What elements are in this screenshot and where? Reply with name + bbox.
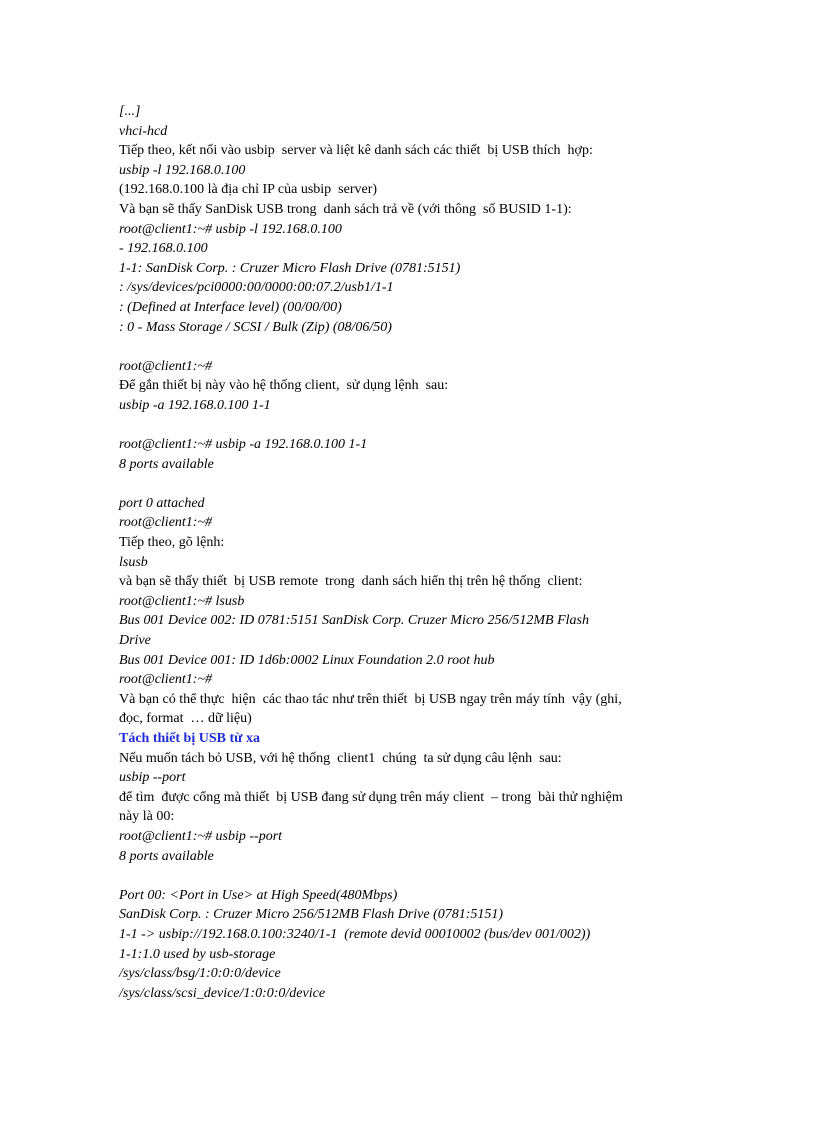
text-line: đọc, format … dữ liệu)	[119, 711, 252, 727]
command-line: : /sys/devices/pci0000:00/0000:00:07.2/usb1/1-1	[119, 280, 394, 296]
command-line: 1-1 -> usbip://192.168.0.100:3240/1-1 (remote devid 00010002 (bus/dev 001/002))	[119, 926, 591, 942]
text-line: để tìm được cổng mà thiết bị USB đang sử dụng trên máy client – trong bài thử nghiệm	[119, 789, 623, 805]
command-line: /sys/class/scsi_device/1:0:0:0/device	[119, 985, 326, 1001]
command-line: root@client1:~# usbip -l 192.168.0.100	[119, 221, 342, 237]
command-line: 1-1:1.0 used by usb-storage	[119, 946, 276, 962]
command-line: root@client1:~#	[119, 672, 213, 688]
text-line: Và bạn có thể thực hiện các thao tác như trên thiết bị USB ngay trên máy tính vậy (ghi,	[119, 691, 622, 707]
command-line: Port 00: <Port in Use> at High Speed(480Mbps)	[119, 887, 398, 903]
command-line: SanDisk Corp. : Cruzer Micro 256/512MB Flash Drive (0781:5151)	[119, 907, 504, 923]
blank-line	[119, 337, 694, 357]
text-line: Tiếp theo, kết nối vào usbip server và liệt kê danh sách các thiết bị USB thích hợp:	[119, 143, 593, 159]
command-line: - 192.168.0.100	[119, 241, 208, 257]
command-line: Drive	[119, 633, 151, 649]
blank-line	[119, 416, 694, 436]
command-line: 8 ports available	[119, 848, 214, 864]
command-line: vhci-hcd	[119, 123, 168, 139]
section-heading: Tách thiết bị USB từ xa	[119, 731, 261, 746]
command-line: Bus 001 Device 002: ID 0781:5151 SanDisk Corp. Cruzer Micro 256/512MB Flash	[119, 613, 589, 629]
text-line: Để gắn thiết bị này vào hệ thống client, sử dụng lệnh sau:	[119, 378, 449, 394]
text-line: và bạn sẽ thấy thiết bị USB remote trong danh sách hiển thị trên hệ thống client:	[119, 574, 583, 590]
command-line: root@client1:~# usbip --port	[119, 828, 283, 844]
command-line: usbip -l 192.168.0.100	[119, 162, 246, 178]
command-line: 8 ports available	[119, 456, 214, 472]
command-line: usbip --port	[119, 770, 186, 786]
command-line: /sys/class/bsg/1:0:0:0/device	[119, 966, 281, 982]
command-line: root@client1:~#	[119, 515, 213, 531]
command-line: root@client1:~# usbip -a 192.168.0.100 1-1	[119, 437, 368, 453]
text-line: (192.168.0.100 là địa chỉ IP của usbip server)	[119, 182, 378, 198]
blank-line	[119, 474, 694, 494]
command-line: : 0 - Mass Storage / SCSI / Bulk (Zip) (08/06/50)	[119, 319, 392, 335]
text-line: Và bạn sẽ thấy SanDisk USB trong danh sách trả về (với thông số BUSID 1-1):	[119, 201, 572, 217]
command-line: Bus 001 Device 001: ID 1d6b:0002 Linux Foundation 2.0 root hub	[119, 652, 495, 668]
command-line: root@client1:~# lsusb	[119, 593, 245, 609]
command-line: lsusb	[119, 554, 148, 570]
command-line: 1-1: SanDisk Corp. : Cruzer Micro Flash Drive (0781:5151)	[119, 260, 461, 276]
command-line: [...]	[119, 104, 141, 119]
command-line: root@client1:~#	[119, 358, 213, 374]
command-line: port 0 attached	[119, 495, 205, 511]
command-line: usbip -a 192.168.0.100 1-1	[119, 397, 271, 413]
text-line: này là 00:	[119, 809, 175, 825]
text-line: Nếu muốn tách bỏ USB, với hệ thống client1 chúng ta sử dụng câu lệnh sau:	[119, 750, 562, 766]
document-body	[119, 102, 694, 1003]
blank-line	[119, 866, 694, 886]
command-line: : (Defined at Interface level) (00/00/00)	[119, 299, 342, 315]
text-line: Tiếp theo, gõ lệnh:	[119, 535, 225, 551]
